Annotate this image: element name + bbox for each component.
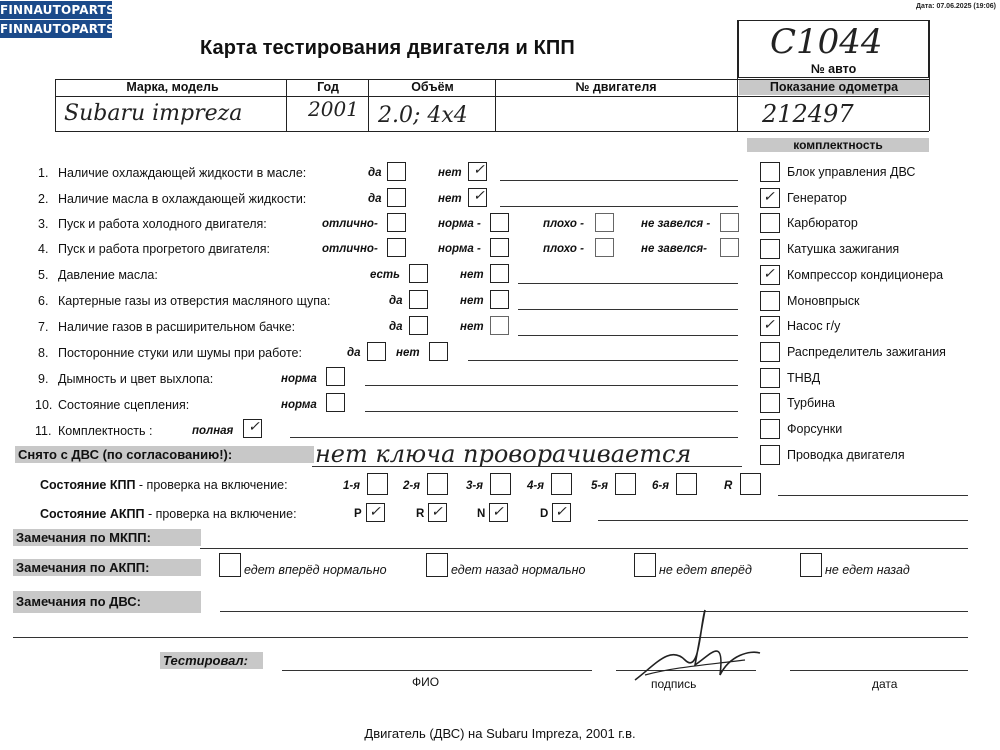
check-mark-icon: ✓ [431,504,443,520]
answer-line [518,283,738,284]
fio-caption: ФИО [412,675,440,689]
akpp-remark-checkbox[interactable] [426,553,448,577]
check-mark-icon: ✓ [555,504,567,520]
answer-line [598,520,968,521]
item-text: Состояние сцепления: [58,398,190,412]
car-number-label: № авто [810,62,857,76]
item-text: Давление масла: [58,268,158,282]
gear-checkbox[interactable] [615,473,636,495]
remarks-akpp-label: Замечания по АКПП: [13,559,201,576]
value-volume: 2.0; 4x4 [378,103,468,128]
akpp-label [40,507,297,521]
answer-line [290,437,738,438]
grid-line [929,20,930,131]
check-mark-icon: ✓ [473,162,485,178]
opt-not-started: не завелся- [641,243,707,255]
kit-label: ТНВД [787,371,821,385]
checkbox-item8-no[interactable] [429,342,448,361]
check-mark-icon: ✓ [473,188,485,204]
opt-yes: да [389,321,403,333]
answer-line [200,548,968,549]
opt-normal: норма - [438,243,481,255]
answer-line [220,611,968,612]
header-mid-rule [55,96,929,97]
gear-checkbox[interactable] [367,473,388,495]
kit-checkbox[interactable] [760,213,780,233]
checkbox-item5-no[interactable] [490,264,509,283]
item-number: 11. [35,424,52,438]
kit-label: Блок управления ДВС [787,165,916,179]
check-mark-icon: ✓ [763,317,775,333]
kpp-label [40,478,288,492]
akpp-label-rest: - проверка на включение: [144,507,297,521]
gear-label: 6-я [652,480,669,492]
answer-line [500,180,738,181]
remarks-dvs-label: Замечания по ДВС: [13,591,201,613]
kit-checkbox[interactable] [760,342,780,362]
akpp-position-label: N [477,508,486,520]
print-date: Дата: 07.06.2025 (19:06) [915,3,996,10]
kit-checkbox[interactable] [760,239,780,259]
checkbox-item2-yes[interactable] [387,188,406,207]
kit-label: Турбина [787,396,835,410]
akpp-position-label: P [354,508,362,520]
opt-normal: норма [281,373,317,385]
akpp-remark-label: едет назад нормально [451,563,586,577]
opt-yes: да [368,193,382,205]
grid-line [55,79,56,131]
car-number-handwritten: C1044 [770,22,883,62]
item-text: Дымность и цвет выхлопа: [58,372,214,386]
removed-label: Снято с ДВС (по согласованию!): [15,446,314,463]
fio-line [282,670,592,671]
gear-label: 2-я [403,480,420,492]
answer-line [518,309,738,310]
checkbox-item3-bad[interactable] [595,213,614,232]
answer-line [468,360,738,361]
item-number: 2. [38,192,49,206]
check-mark-icon: ✓ [763,266,775,282]
checkbox-item7-no[interactable] [490,316,509,335]
remarks-mkpp-label: Замечания по МКПП: [13,529,201,546]
item-text: Наличие газов в расширительном бачке: [58,320,296,334]
gear-label: 5-я [591,480,608,492]
gear-checkbox[interactable] [676,473,697,495]
opt-no: нет [460,295,484,307]
check-mark-icon: ✓ [492,504,504,520]
grid-line [737,20,738,131]
opt-yes: да [368,167,382,179]
item-text: Пуск и работа холодного двигателя: [58,217,267,231]
checkbox-item3-normal[interactable] [490,213,509,232]
item-number: 9. [38,372,49,386]
opt-excellent: отлично- [322,243,378,255]
opt-no: нет [460,321,484,333]
akpp-label-bold: Состояние АКПП [40,507,145,521]
gear-label: 3-я [466,480,483,492]
checkbox-item6-yes[interactable] [409,290,428,309]
value-make-model: Subaru impreza [64,101,243,126]
opt-full: полная [192,425,234,437]
akpp-position-label: R [416,508,425,520]
gear-label: 1-я [343,480,360,492]
kit-label: Катушка зажигания [787,242,900,256]
checkbox-item8-yes[interactable] [367,342,386,361]
item-number: 10. [35,398,53,412]
opt-no: нет [438,167,462,179]
kit-checkbox[interactable] [760,419,780,439]
kit-checkbox[interactable] [760,368,780,388]
item-number: 6. [38,294,49,308]
check-mark-icon: ✓ [248,419,260,435]
akpp-remark-label: едет вперёд нормально [244,563,387,577]
checkbox-item3-excellent[interactable] [387,213,406,232]
kit-label: Проводка двигателя [787,448,905,462]
check-mark-icon: ✓ [763,189,775,205]
item-text: Пуск и работа прогретого двигателя: [58,242,270,256]
kit-label: Форсунки [787,422,843,436]
checkbox-item5-present[interactable] [409,264,428,283]
value-odometer: 212497 [762,100,854,128]
grid-line [495,79,496,131]
checkbox-item4-excellent[interactable] [387,238,406,257]
akpp-remark-checkbox[interactable] [634,553,656,577]
answer-line [365,385,738,386]
kit-label: Генератор [787,191,847,205]
page-title: Карта тестирования двигателя и КПП [200,37,575,59]
kit-label: Моновпрыск [787,294,860,308]
kit-label: Насос г/у [787,319,841,333]
checkbox-item7-yes[interactable] [409,316,428,335]
answer-line [312,466,742,467]
checkbox-item4-not-started[interactable] [720,238,739,257]
brand-logo: FINNAUTOPARTS [0,3,115,17]
akpp-remark-label: не едет вперёд [659,563,752,577]
header-engine-no: № двигателя [575,80,657,94]
gear-checkbox[interactable] [740,473,761,495]
opt-bad: плохо - [543,218,584,230]
opt-present: есть [370,269,400,281]
item-text: Наличие масла в охлаждающей жидкости: [58,192,307,206]
item-text: Наличие охлаждающей жидкости в масле: [58,166,307,180]
gear-checkbox[interactable] [490,473,511,495]
akpp-remark-checkbox[interactable] [219,553,241,577]
item-text: Комплектность : [58,424,153,438]
answer-line [365,411,738,412]
opt-no: нет [438,193,462,205]
gear-label: R [724,480,733,492]
kit-label: Компрессор кондиционера [787,268,944,282]
item-number: 7. [38,320,49,334]
opt-yes: да [347,347,361,359]
item-number: 1. [38,166,49,180]
kit-checkbox[interactable] [760,291,780,311]
header-year: Год [317,80,339,94]
opt-yes: да [389,295,403,307]
signature-scribble [625,605,765,690]
date-caption: дата [872,677,898,691]
opt-normal: норма [281,399,317,411]
opt-bad: плохо - [543,243,584,255]
item-text: Посторонние стуки или шумы при работе: [58,346,302,360]
gear-checkbox[interactable] [427,473,448,495]
header-bottom-rule [55,131,929,132]
answer-line [13,637,968,638]
opt-excellent: отлично- [322,218,378,230]
kit-checkbox[interactable] [760,445,780,465]
item-number: 8. [38,346,49,360]
tested-label: Тестировал: [160,652,263,669]
signature-caption: подпись [651,677,697,691]
opt-normal: норма - [438,218,481,230]
removed-handwritten: нет ключа проворачивается [315,440,692,468]
checkbox-item3-not-started[interactable] [720,213,739,232]
opt-no: нет [396,347,420,359]
grid-line [368,79,369,131]
header-volume: Объём [411,80,454,94]
kpp-label-rest: - проверка на включение: [135,478,288,492]
date-line [790,670,968,671]
answer-line [778,495,968,496]
akpp-remark-checkbox[interactable] [800,553,822,577]
checkbox-item4-bad[interactable] [595,238,614,257]
kit-label: Карбюратор [787,216,858,230]
photo-caption: Двигатель (ДВС) на Subaru Impreza, 2001 г.в. [364,726,636,741]
opt-no: нет [460,269,484,281]
akpp-position-label: D [540,508,549,520]
item-number: 3. [38,217,49,231]
answer-line [518,335,738,336]
checkbox-item4-normal[interactable] [490,238,509,257]
opt-not-started: не завелся - [641,218,711,230]
kpp-label-bold: Состояние КПП [40,478,136,492]
value-year: 2001 [308,97,359,121]
kit-checkbox[interactable] [760,393,780,413]
item-number: 5. [38,268,49,282]
checkbox-item9-normal[interactable] [326,367,345,386]
gear-checkbox[interactable] [551,473,572,495]
kit-label: Распределитель зажигания [787,345,946,359]
checkbox-item10-normal[interactable] [326,393,345,412]
item-number: 4. [38,242,49,256]
grid-line [286,79,287,131]
check-mark-icon: ✓ [369,504,381,520]
kit-checkbox[interactable] [760,162,780,182]
akpp-remark-label: не едет назад [825,563,910,577]
brand-logo-secondary: FINNAUTOPARTS [0,22,115,36]
checkbox-item1-yes[interactable] [387,162,406,181]
checkbox-item6-no[interactable] [490,290,509,309]
header-odometer: Показание одометра [739,80,929,95]
gear-label: 4-я [527,480,544,492]
kit-header: комплектность [747,138,929,152]
item-text: Картерные газы из отверстия масляного щупа: [58,294,331,308]
answer-line [500,206,738,207]
header-make-model: Марка, модель [126,80,219,94]
